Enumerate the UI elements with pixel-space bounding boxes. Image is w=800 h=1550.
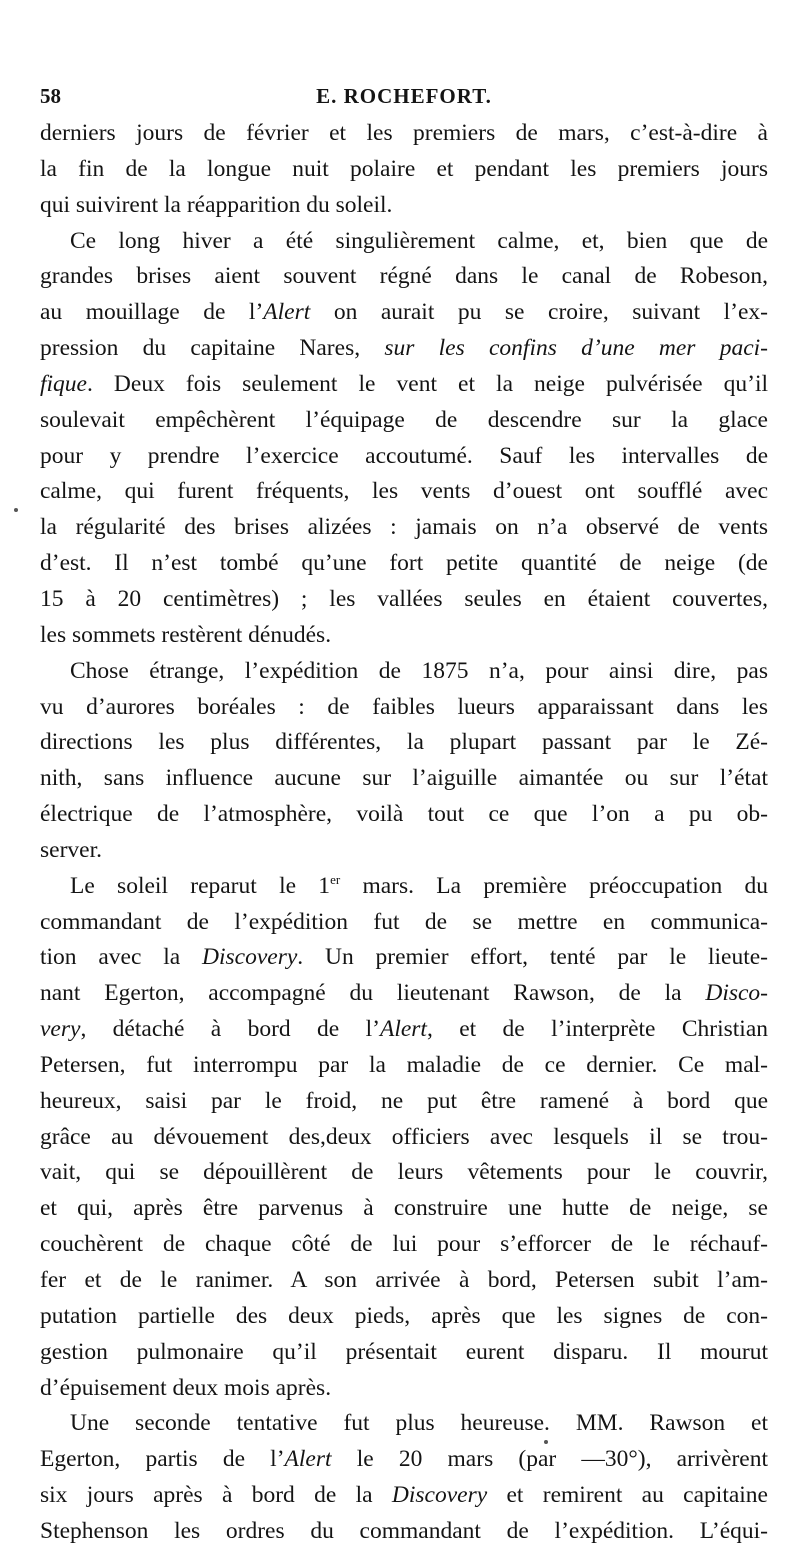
line-text: derniers jours de février et les premiers de mars, c’est-à-dire à (40, 120, 768, 146)
page-number: 58 (40, 84, 61, 108)
line-text: qui suivirent la réapparition du soleil. (40, 191, 393, 218)
text-line (40, 833, 768, 869)
line-text: 15 à 20 centimètres) ; les vallées seules en étaient couvertes, (40, 585, 768, 612)
line-text: au mouillage de l’ (40, 299, 264, 326)
running-head: E. ROCHEFORT. (316, 84, 492, 108)
text-line (40, 1191, 768, 1227)
text-line (40, 582, 768, 618)
line-text: . Deux fois seulement le vent et la neige pulvérisée qu’il (87, 370, 768, 397)
line-text: vait, qui se dépouillèrent de leurs vêtements pour le couvrir, (40, 1159, 768, 1186)
text-line (40, 940, 768, 976)
line-text: . Un premier effort, tenté par le lieute- (297, 944, 768, 971)
line-text: gestion pulmonaire qu’il présentait eurent disparu. Il mourut (40, 1338, 768, 1365)
italic-text: fique (40, 370, 87, 397)
text-line (40, 761, 768, 797)
text-line (40, 1514, 768, 1550)
line-text: , et de l’interprète Christian (426, 1016, 768, 1043)
line-text: calme, qui furent fréquents, les vents d’ouest ont soufflé avec (40, 478, 768, 505)
line-text: grandes brises aient souvent régné dans le canal de Robeson, (40, 263, 768, 290)
text-line (40, 976, 768, 1012)
text-line (40, 1120, 768, 1156)
line-text: vu d’aurores boréales : de faibles lueurs apparaissant dans les (40, 693, 768, 720)
text-line (40, 367, 768, 403)
line-text: Ce long hiver a été singulièrement calme, et, bien que de (70, 227, 768, 254)
line-text: électrique de l’atmosphère, voilà tout ce que l’on a pu ob- (40, 801, 768, 828)
text-line (40, 725, 768, 761)
text-line (40, 1155, 768, 1191)
superscript: er (330, 871, 341, 887)
italic-text: Alert (379, 1016, 427, 1043)
bottom-speck (544, 1440, 548, 1444)
text-line (40, 546, 768, 582)
body-text (40, 116, 768, 1550)
text-line (40, 905, 768, 941)
text-line (40, 116, 768, 152)
italic-text: very (40, 1016, 81, 1043)
text-line (40, 1442, 768, 1478)
text-line (40, 797, 768, 833)
line-text: Le soleil reparut le 1 (70, 872, 331, 899)
text-line (40, 618, 768, 654)
text-line (40, 869, 768, 905)
text-line (40, 474, 768, 510)
line-text: Une seconde tentative fut plus heureuse. MM. Rawson et (70, 1410, 768, 1437)
line-text: server. (40, 836, 102, 863)
line-text: putation partielle des deux pieds, après que les signes de con- (40, 1302, 768, 1329)
text-line (40, 331, 768, 367)
text-line (40, 152, 768, 188)
line-text: nant Egerton, accompagné du lieutenant Rawson, de la (40, 980, 706, 1007)
line-text: Stephenson les ordres du commandant de l’expédition. L’équi- (40, 1517, 768, 1544)
line-text: directions les plus différentes, la plupart passant par le Zé- (40, 729, 768, 756)
line-text: Egerton, partis de l’ (40, 1446, 285, 1473)
text-line (40, 439, 768, 475)
line-text: et remirent au capitaine (487, 1482, 768, 1509)
line-text: couchèrent de chaque côté de lui pour s’efforcer de le réchauf- (40, 1231, 768, 1258)
text-line (40, 188, 768, 224)
text-line (40, 510, 768, 546)
text-line (40, 1478, 768, 1514)
line-text: les sommets restèrent dénudés. (40, 621, 332, 648)
line-text: grâce au dévouement des,deux officiers avec lesquels il se trou- (40, 1123, 768, 1150)
line-text: fer et de le ranimer. A son arrivée à bord, Petersen subit l’am- (40, 1267, 768, 1293)
text-line (40, 1012, 768, 1048)
line-text: six jours après à bord de la (40, 1482, 392, 1509)
line-text: la régularité des brises alizées : jamais on n’a observé de vents (40, 514, 768, 541)
text-line (40, 259, 768, 295)
line-text: , détaché à bord de l’ (80, 1016, 380, 1043)
text-line (40, 1263, 768, 1299)
text-line (40, 1371, 768, 1407)
line-text: d’épuisement deux mois après. (40, 1374, 332, 1401)
line-text: heureux, saisi par le froid, ne put être ramené à bord que (40, 1087, 768, 1114)
line-text: Chose étrange, l’expédition de 1875 n’a, pour ainsi dire, pas (70, 657, 768, 684)
text-line (40, 1227, 768, 1263)
line-text: d’est. Il n’est tombé qu’une fort petite quantité de neige (de (40, 550, 768, 577)
line-text: le 20 mars (par —30°), arrivèrent (331, 1446, 768, 1473)
text-line (40, 1406, 768, 1442)
line-text: la fin de la longue nuit polaire et pendant les premiers jours (40, 155, 768, 182)
margin-speck (14, 508, 18, 512)
italic-text: Alert (284, 1446, 332, 1473)
italic-text: Alert (263, 299, 311, 326)
text-line (40, 295, 768, 331)
line-text: nith, sans influence aucune sur l’aiguille aimantée ou sur l’état (40, 765, 768, 792)
text-line (40, 1335, 768, 1371)
line-text: commandant de l’expédition fut de se mettre en communica- (40, 908, 768, 935)
text-line (40, 1299, 768, 1335)
text-line (40, 690, 768, 726)
italic-text: sur les confins d’une mer paci- (384, 335, 768, 362)
page-header (40, 84, 768, 114)
text-line (40, 1084, 768, 1120)
line-text: pression du capitaine Nares, (40, 335, 385, 362)
line-text: mars. La première préoccupation du (340, 872, 768, 899)
line-text: pour y prendre l’exercice accoutumé. Sauf les intervalles de (40, 442, 768, 469)
line-text: tion avec la (40, 944, 203, 971)
text-line (40, 1048, 768, 1084)
text-line (40, 654, 768, 690)
line-text: et qui, après être parvenus à construire une hutte de neige, se (40, 1195, 768, 1222)
text-line (40, 403, 768, 439)
line-text: Petersen, fut interrompu par la maladie de ce dernier. Ce mal- (40, 1051, 768, 1078)
line-text: soulevait empêchèrent l’équipage de descendre sur la glace (40, 406, 768, 433)
line-text: on aurait pu se croire, suivant l’ex- (310, 299, 768, 326)
text-line (40, 224, 768, 260)
italic-text: Disco- (705, 980, 768, 1007)
italic-text: Discovery (202, 944, 298, 971)
italic-text: Discovery (391, 1482, 488, 1509)
